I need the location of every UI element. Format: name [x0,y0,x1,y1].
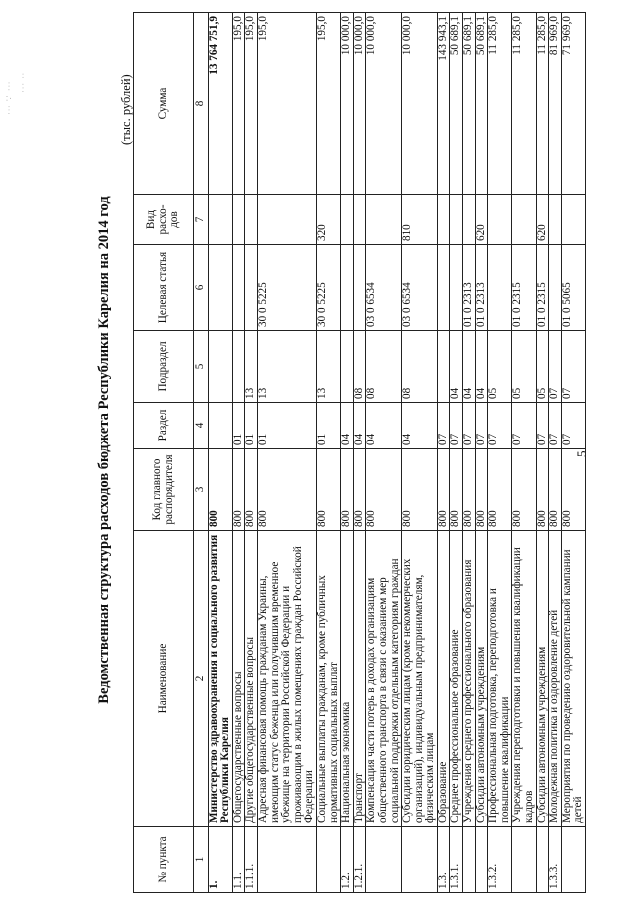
row-target-article: 03 0 6534 [402,245,438,331]
page-number: 5 [574,450,589,457]
row-code: 800 [245,449,258,531]
row-sum: 11 285,0 [512,13,536,195]
row-target-article [549,245,562,331]
row-number [316,827,340,893]
table-row [549,13,562,893]
column-header: № пункта [134,827,194,893]
column-header: Раздел [134,403,194,449]
column-number: 8 [194,13,209,195]
row-podrazdel [341,331,354,403]
table-row [366,13,402,893]
row-expense-type [488,195,512,245]
row-expense-type [561,195,585,245]
row-podrazdel: 13 [316,331,340,403]
row-code: 800 [257,449,316,531]
unit-label: (тыс. рублей) [119,74,133,145]
table-row [316,13,340,893]
row-razdel: 04 [366,403,402,449]
row-name: Образование [437,531,450,827]
row-number: 1.2.1. [353,827,366,893]
row-number: 1.3.2. [488,827,512,893]
row-number: 1.1.1. [245,827,258,893]
row-number [402,827,438,893]
table-row [463,13,476,893]
column-header: Сумма [134,13,194,195]
row-expense-type [341,195,354,245]
row-razdel: 01 [245,403,258,449]
row-name: Министерство здравоохранения и социального развития Республики Карелия [208,531,232,827]
scan-noise: ·∙· ∙∙ [18,72,28,93]
row-razdel: 07 [463,403,476,449]
row-code: 800 [475,449,488,531]
row-target-article: 30 0 5225 [316,245,340,331]
row-sum: 50 689,1 [463,13,476,195]
row-sum: 50 689,1 [450,13,463,195]
row-podrazdel: 08 [402,331,438,403]
row-expense-type: 320 [316,195,340,245]
row-expense-type [232,195,245,245]
row-name: Субсидии автономным учреждениям [536,531,549,827]
row-target-article: 01 0 2315 [512,245,536,331]
column-number-row [194,13,209,893]
column-header: Наименование [134,531,194,827]
row-razdel: 04 [402,403,438,449]
row-podrazdel: 08 [366,331,402,403]
row-code: 800 [353,449,366,531]
row-razdel: 07 [549,403,562,449]
row-name: Национальная экономика [341,531,354,827]
row-expense-type [549,195,562,245]
row-sum: 195,0 [316,13,340,195]
row-name: Мероприятия по проведению оздоровительной кампании детей [561,531,585,827]
row-target-article [208,245,232,331]
table-row [536,13,549,893]
row-podrazdel: 08 [353,331,366,403]
row-number [257,827,316,893]
row-podrazdel: 04 [450,331,463,403]
row-expense-type: 620 [475,195,488,245]
row-razdel: 01 [257,403,316,449]
row-sum: 10 000,0 [353,13,366,195]
row-number [561,827,585,893]
column-number: 4 [194,403,209,449]
row-razdel: 07 [488,403,512,449]
row-number: 1.2. [341,827,354,893]
row-number [512,827,536,893]
column-header: Подраздел [134,331,194,403]
table-row [561,13,585,893]
row-podrazdel [232,331,245,403]
row-sum: 10 000,0 [341,13,354,195]
document-title: Ведомственная структура расходов бюджета Республики Карелия на 2014 год [96,196,112,704]
row-podrazdel: 04 [463,331,476,403]
row-code: 800 [437,449,450,531]
table-row [402,13,438,893]
column-header: Код главного распорядителя [134,449,194,531]
row-name: Другие общегосударственные вопросы [245,531,258,827]
row-expense-type [463,195,476,245]
row-sum: 50 689,1 [475,13,488,195]
row-code: 800 [402,449,438,531]
row-target-article [232,245,245,331]
row-code: 800 [450,449,463,531]
row-sum: 10 000,0 [366,13,402,195]
row-number [475,827,488,893]
expenditure-table [133,12,586,893]
table-row [208,13,232,893]
row-number [366,827,402,893]
table-row [488,13,512,893]
scan-noise: ·∙∙ ∵ ·∙∙ [4,80,14,115]
row-podrazdel [437,331,450,403]
row-code: 800 [341,449,354,531]
row-podrazdel: 04 [475,331,488,403]
table-row [232,13,245,893]
column-number: 5 [194,331,209,403]
row-sum: 11 285,0 [488,13,512,195]
row-target-article [437,245,450,331]
row-expense-type: 810 [402,195,438,245]
row-target-article: 30 0 5225 [257,245,316,331]
row-podrazdel: 07 [549,331,562,403]
row-name: Компенсация части потерь в доходах организациям общественного транспорта в связи с оказанием мер социальной поддержки отдельным категориям граждан [366,531,402,827]
row-razdel: 07 [450,403,463,449]
row-code: 800 [208,449,232,531]
row-expense-type [437,195,450,245]
row-sum: 11 285,0 [536,13,549,195]
row-name: Транспорт [353,531,366,827]
table-row [353,13,366,893]
row-number: 1.3.3. [549,827,562,893]
column-number: 3 [194,449,209,531]
row-podrazdel: 13 [257,331,316,403]
table-row [437,13,450,893]
table-body [208,13,585,893]
row-number: 1. [208,827,232,893]
row-name: Молодежная политика и оздоровление детей [549,531,562,827]
row-code: 800 [561,449,585,531]
row-sum: 195,0 [245,13,258,195]
row-name: Адресная финансовая помощь гражданам Украины, имеющим статус беженца или получившим временное убежище на территории Российской Федерации и проживающим в жилых помещениях граждан Российской Федерации [257,531,316,827]
row-target-article: 01 0 2315 [536,245,549,331]
row-code: 800 [232,449,245,531]
table-header-row [134,13,194,893]
row-razdel: 07 [475,403,488,449]
row-sum: 10 000,0 [402,13,438,195]
column-header: Вид расхо-дов [134,195,194,245]
row-name: Учреждения переподготовки и повышения квалификации кадров [512,531,536,827]
row-target-article [245,245,258,331]
table-row [512,13,536,893]
row-name: Общегосударственные вопросы [232,531,245,827]
row-expense-type [450,195,463,245]
row-target-article: 01 0 2313 [475,245,488,331]
row-name: Субсидии юридическим лицам (кроме некоммерческих организаций), индивидуальным предпринимателям, физическим лицам [402,531,438,827]
row-code: 800 [488,449,512,531]
column-number: 6 [194,245,209,331]
row-number [463,827,476,893]
row-razdel: 04 [341,403,354,449]
row-sum: 81 969,0 [549,13,562,195]
table-row [257,13,316,893]
row-expense-type [257,195,316,245]
row-code: 800 [366,449,402,531]
row-code: 800 [463,449,476,531]
row-expense-type [366,195,402,245]
row-razdel: 07 [561,403,585,449]
row-name: Социальные выплаты гражданам, кроме публичных нормативных социальных выплат [316,531,340,827]
row-sum: 143 943,1 [437,13,450,195]
row-code: 800 [536,449,549,531]
table-row [450,13,463,893]
row-name: Профессиональная подготовка, переподготовка и повышение квалификации [488,531,512,827]
row-sum: 71 969,0 [561,13,585,195]
row-razdel: 07 [536,403,549,449]
column-header: Целевая статья [134,245,194,331]
row-sum: 13 764 751,9 [208,13,232,195]
row-razdel [208,403,232,449]
row-target-article [353,245,366,331]
row-sum: 195,0 [257,13,316,195]
row-sum: 195,0 [232,13,245,195]
table-row [245,13,258,893]
row-podrazdel: 05 [488,331,512,403]
row-razdel: 07 [437,403,450,449]
table-row [341,13,354,893]
row-razdel: 01 [316,403,340,449]
row-number: 1.3.1. [450,827,463,893]
row-name: Среднее профессиональное образование [450,531,463,827]
row-razdel: 01 [232,403,245,449]
row-target-article [488,245,512,331]
row-expense-type [208,195,232,245]
row-expense-type: 620 [536,195,549,245]
row-podrazdel: 05 [512,331,536,403]
row-target-article [450,245,463,331]
row-target-article: 01 0 2313 [463,245,476,331]
row-target-article [341,245,354,331]
row-target-article: 03 0 6534 [366,245,402,331]
row-expense-type [512,195,536,245]
row-podrazdel: 13 [245,331,258,403]
row-razdel: 07 [512,403,536,449]
row-target-article: 01 0 5065 [561,245,585,331]
row-podrazdel [208,331,232,403]
row-podrazdel: 07 [561,331,585,403]
row-code: 800 [512,449,536,531]
row-expense-type [245,195,258,245]
column-number: 2 [194,531,209,827]
row-name: Субсидии автономным учреждениям [475,531,488,827]
row-number: 1.3. [437,827,450,893]
row-code: 800 [316,449,340,531]
row-number [536,827,549,893]
row-name: Учреждения среднего профессионального образования [463,531,476,827]
table-row [475,13,488,893]
row-razdel: 04 [353,403,366,449]
row-podrazdel: 05 [536,331,549,403]
column-number: 7 [194,195,209,245]
row-number: 1.1. [232,827,245,893]
column-number: 1 [194,827,209,893]
row-expense-type [353,195,366,245]
row-code: 800 [549,449,562,531]
